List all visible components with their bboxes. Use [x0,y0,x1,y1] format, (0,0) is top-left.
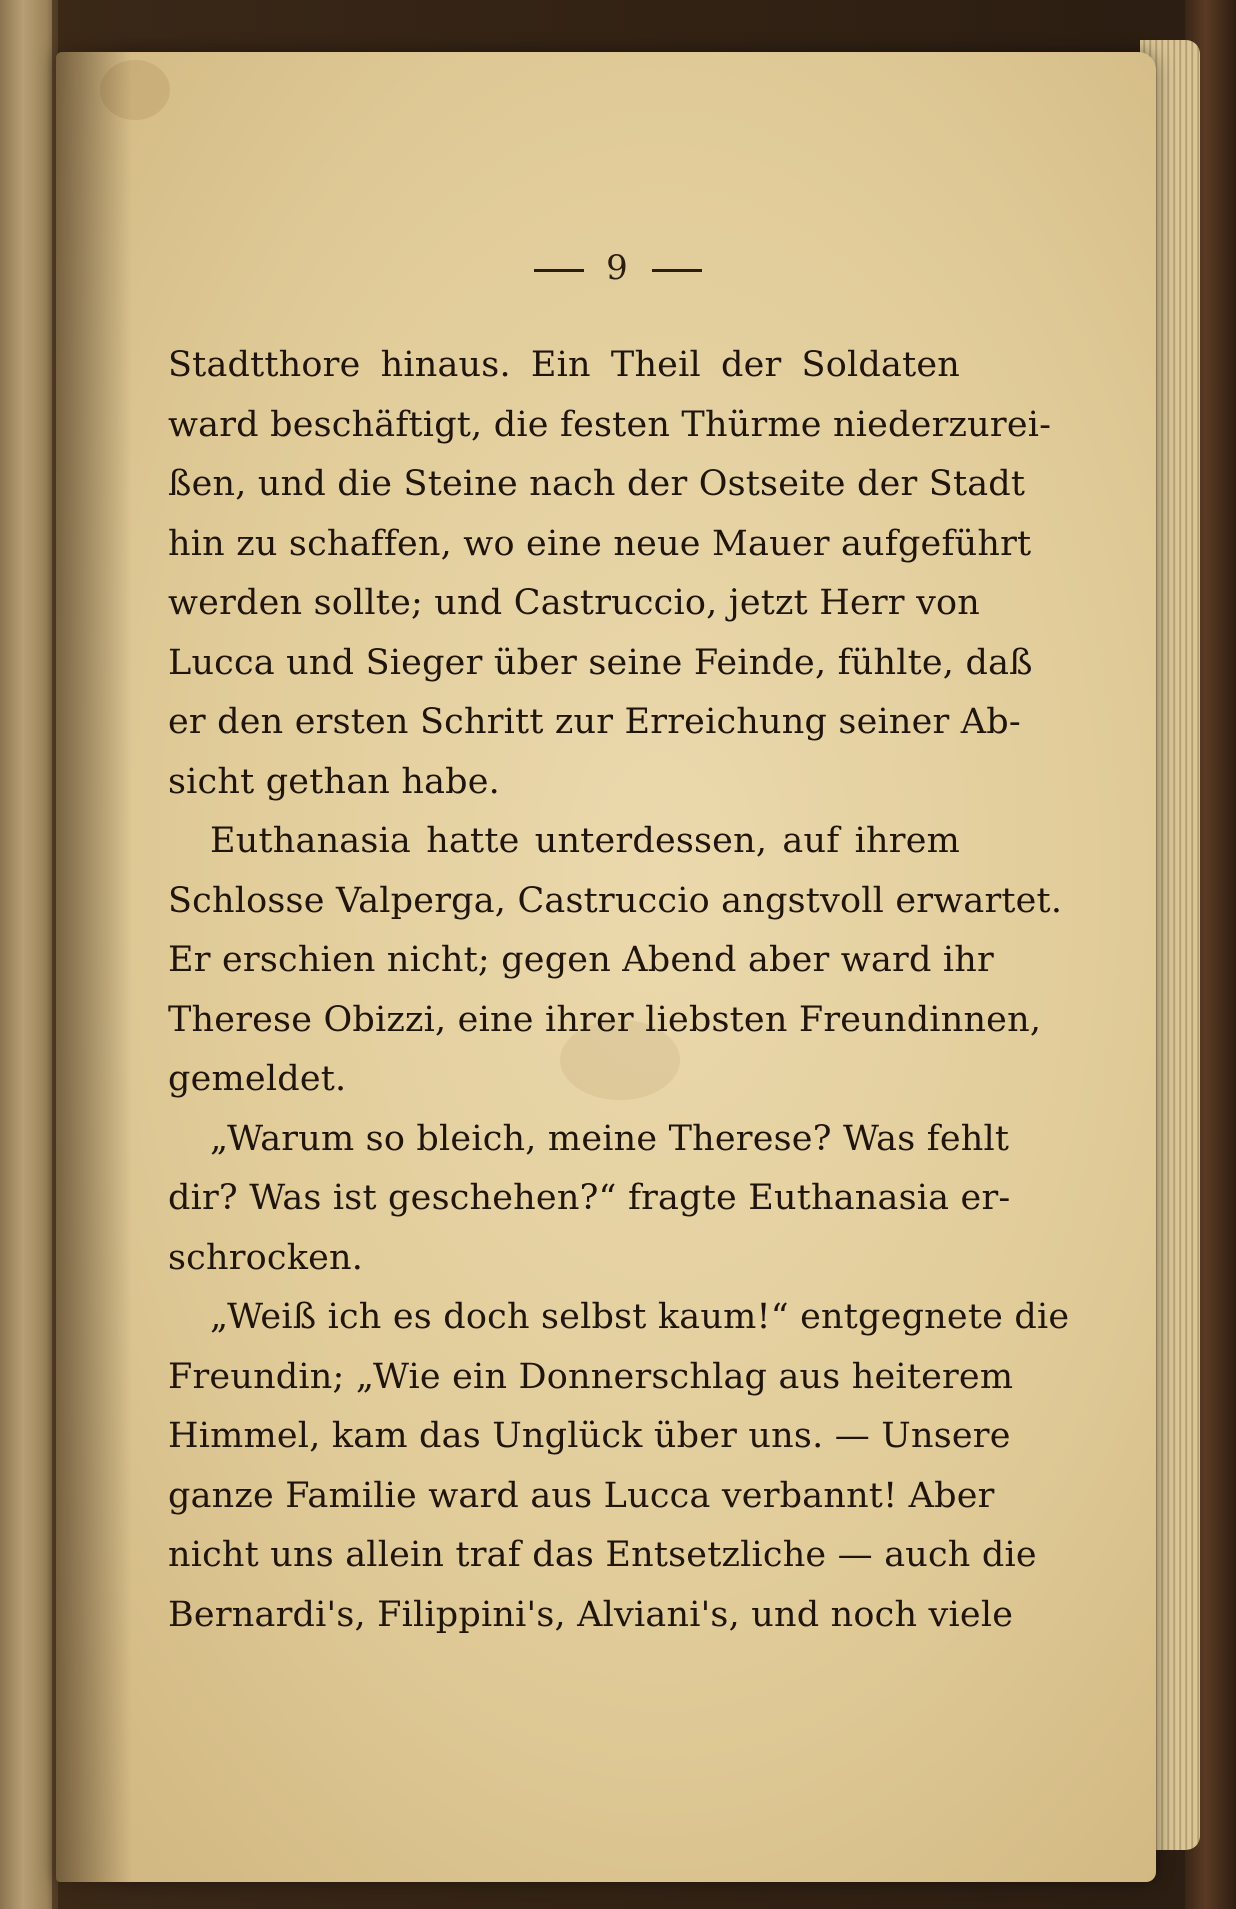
text-line: dir? Was ist geschehen?“ fragte Euthanasia er- [168,1178,1011,1218]
text-line: Himmel, kam das Unglück über uns. — Unsere [168,1416,1011,1456]
text-line: gemeldet. [168,1059,347,1099]
text-line: Stadtthore hinaus. Ein Theil der Soldaten [168,345,960,385]
page-number: 9 [606,248,630,288]
text-line: Therese Obizzi, eine ihrer liebsten Freundinnen, [168,999,1042,1040]
text-line: Euthanasia hatte unterdessen, auf ihrem [210,821,960,861]
text-line: ßen, und die Steine nach der Ostseite der Stadt [168,464,1026,504]
text-line: ganze Familie ward aus Lucca verbannt! Aber [168,1475,995,1516]
header-dash-right [652,269,702,272]
header-dash-left [534,269,584,272]
text-line: Bernardi's, Filippini's, Alviani's, und noch viele [168,1594,1014,1635]
text-line: ward beschäftigt, die festen Thürme niederzurei- [168,404,1052,445]
text-line: schrocken. [168,1237,364,1278]
text-line: er den ersten Schritt zur Erreichung seiner Ab- [168,702,1021,742]
body-text [168,336,1070,1645]
text-line: Schlosse Valperga, Castruccio angstvoll erwartet. [168,880,1063,921]
text-line: Lucca und Sieger über seine Feinde, fühlte, daß [168,642,1033,683]
text-line: nicht uns allein traf das Entsetzliche — auch die [168,1535,1037,1575]
text-line: hin zu schaffen, wo eine neue Mauer aufgeführt [168,523,1032,564]
text-line: „Warum so bleich, meine Therese? Was fehlt [210,1118,1010,1159]
text-line: Freundin; „Wie ein Donnerschlag aus heiterem [168,1356,1014,1397]
paper-stain [100,60,170,120]
text-line: Er erschien nicht; gegen Abend aber ward ihr [168,940,994,980]
text-line: „Weiß ich es doch selbst kaum!“ entgegnete die [210,1297,1070,1337]
page-header [0,248,1236,288]
text-line: werden sollte; und Castruccio, jetzt Herr von [168,583,981,623]
text-line: sicht gethan habe. [168,761,500,802]
